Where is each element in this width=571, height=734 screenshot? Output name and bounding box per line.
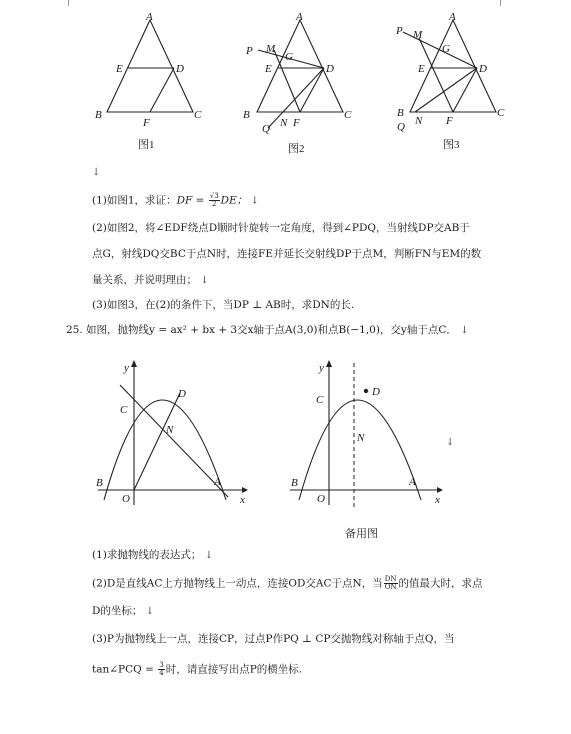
q25-part3-frac-num: 3: [159, 661, 164, 669]
fig1-label-D: D: [176, 63, 184, 75]
paragraph-mark: ↓: [92, 167, 101, 178]
fig5-caption: 备用图: [345, 528, 378, 540]
fig2-label-B: B: [243, 109, 250, 121]
paragraph-mark: ↓: [204, 550, 214, 561]
page-corner-mark-left: [60, 0, 69, 6]
fig1-label-F: F: [143, 117, 150, 129]
figure-5-backup: [285, 355, 455, 545]
fig3-caption: 图3: [443, 139, 460, 151]
fig3-label-M: M: [413, 29, 423, 41]
q25-part2-frac-den: ON: [384, 583, 397, 591]
q24-part2-line1: (2)如图2，将∠EDF绕点D顺时针旋转一定角度，得到∠PDQ，当射线DP交AB于: [92, 222, 470, 234]
fig3-label-P: P: [396, 25, 403, 37]
figure-4-parabola: [90, 355, 260, 515]
q25-stem-text: 如图，抛物线y = ax² + bx + 3交x轴于点A(3,0)和点B(−1,0)，交y轴于点C．: [86, 324, 457, 336]
fig2-label-C: C: [344, 109, 352, 121]
q25-part3-fraction: [158, 662, 164, 677]
q25-stem: [66, 323, 469, 338]
fig5-label-x: x: [435, 494, 440, 506]
paragraph-mark: ↓: [446, 437, 455, 448]
q25-part2-line1: [92, 576, 483, 591]
fig2-label-Q: Q: [262, 123, 270, 135]
q25-part3-text-b: 时，请直接写出点P的横坐标.: [165, 663, 303, 676]
fig4-label-A: A: [214, 476, 221, 488]
fig4-label-N: N: [166, 424, 174, 436]
fig1-caption: 图1: [138, 139, 155, 151]
fig2-label-P: P: [246, 45, 253, 57]
fig2-label-A: A: [296, 11, 303, 23]
fig4-label-D: D: [178, 388, 186, 400]
q24-part1-frac-num: √3: [209, 192, 219, 200]
fig3-label-D: D: [479, 63, 487, 75]
fig3-label-E: E: [418, 63, 425, 75]
q25-part3-text-a: tan∠PCQ =: [92, 663, 158, 676]
fig1-label-B: B: [95, 109, 102, 121]
paragraph-mark: ↓: [200, 275, 209, 286]
fig1-label-A: A: [146, 11, 153, 23]
fig5-label-N: N: [357, 432, 365, 444]
fig4-label-C: C: [120, 404, 128, 416]
fig5-parabola-curve: [299, 400, 421, 500]
fig3-label-B: B: [397, 107, 404, 119]
fig5-label-A: A: [409, 476, 416, 488]
q24-part1-prefix: (1)如图1，求证：: [92, 194, 177, 207]
fig4-label-y: y: [124, 362, 129, 374]
q24-part2-line2: 点G，射线DQ交BC于点N时，连接FE并延长交射线DP于点M，判断FN与EM的数: [92, 248, 482, 260]
q25-part1: [92, 548, 213, 563]
figure-1: [90, 10, 210, 160]
paragraph-mark: ↓: [145, 606, 155, 617]
fig3-label-A: A: [449, 11, 456, 23]
fig4-label-O: O: [122, 493, 130, 505]
q25-part2-fraction: [384, 576, 398, 591]
fig5-label-C: C: [316, 394, 324, 406]
q24-part1-frac-den: 2: [211, 200, 217, 208]
fig1-label-E: E: [116, 63, 123, 75]
paragraph-mark: ↓: [250, 195, 259, 207]
paragraph-mark: ↓: [460, 325, 469, 336]
q24-part2-line3: 量关系，并说明理由；: [92, 274, 197, 286]
fig2-label-N: N: [280, 117, 288, 129]
q24-part1-math-left: DF =: [176, 194, 208, 207]
fig3-label-N: N: [415, 115, 423, 127]
q24-part1-fraction: [209, 193, 220, 208]
q25-part2-text-b: 的值最大时，求点: [398, 577, 483, 590]
figure-2: [240, 10, 360, 160]
fig3-label-Q: Q: [397, 121, 405, 133]
fig5-point-D: [364, 389, 368, 393]
fig5-axes: [290, 360, 443, 505]
q25-part3-line1: (3)P为抛物线上一点，连接CP，过点P作PQ ⊥ CP交抛物线对称轴于点Q，当: [92, 633, 455, 645]
q24-part1: [92, 193, 259, 209]
fig4-lines: [120, 385, 228, 497]
q24-part2-line3-wrap: [92, 273, 209, 288]
fig1-label-C: C: [194, 109, 202, 121]
fig4-label-x: x: [240, 494, 245, 506]
q25-part2-text-a: (2)D是直线AC上方抛物线上一动点，连接OD交AC于点N，当: [92, 577, 383, 590]
fig5-label-y: y: [319, 362, 324, 374]
fig3-label-C: C: [497, 107, 505, 119]
q25-part2-line2-wrap: [92, 604, 154, 619]
q25-part1-text: (1)求抛物线的表达式；: [92, 549, 202, 561]
fig5-label-B: B: [291, 477, 298, 489]
q25-part2-frac-num: DN: [384, 575, 397, 583]
fig2-label-G: G: [285, 51, 293, 63]
fig2-label-F: F: [293, 117, 300, 129]
fig5-label-D: D: [372, 386, 380, 398]
q24-part1-math-right: DE；: [220, 194, 248, 207]
q25-part3-frac-den: 4: [159, 669, 164, 677]
fig2-label-D: D: [326, 63, 334, 75]
fig3-label-F: F: [446, 115, 453, 127]
page-corner-mark-right: [500, 0, 509, 6]
fig2-label-E: E: [265, 63, 272, 75]
fig2-caption: 图2: [288, 143, 305, 155]
figure-3: [393, 10, 513, 160]
q24-part3: (3)如图3，在(2)的条件下，当DP ⊥ AB时，求DN的长.: [92, 299, 355, 311]
q25-part3-line2: [92, 662, 302, 677]
fig5-label-O: O: [317, 493, 325, 505]
fig2-label-M: M: [266, 43, 276, 55]
q25-part2-line2: D的坐标；: [92, 605, 143, 617]
q25-number: 25.: [66, 324, 83, 336]
fig4-label-B: B: [96, 477, 103, 489]
fig3-label-G: G: [442, 43, 450, 55]
